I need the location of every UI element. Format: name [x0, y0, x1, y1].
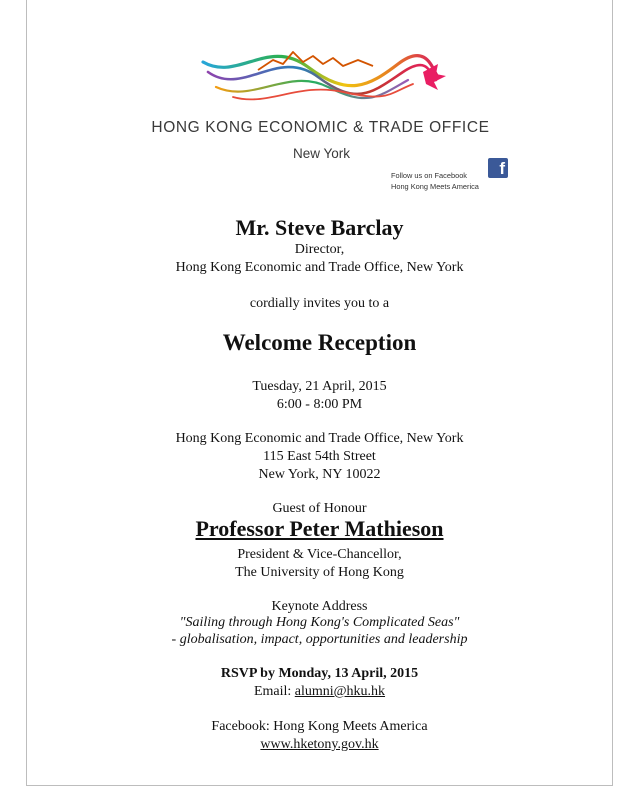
venue-name: Hong Kong Economic and Trade Office, New York [175, 431, 464, 446]
host-org: Hong Kong Economic and Trade Office, New York [175, 260, 464, 275]
venue-address-line1: 115 East 54th Street [263, 449, 376, 464]
office-city: New York [292, 146, 351, 161]
rsvp-email-link[interactable]: alumni@hku.hk [294, 684, 386, 699]
skyline-line [258, 52, 373, 70]
rsvp-email-label: Email: [253, 684, 295, 699]
rsvp-deadline: RSVP by Monday, 13 April, 2015 [220, 666, 419, 681]
keynote-subtitle: - globalisation, impact, opportunities and leadership [171, 632, 468, 647]
facebook-follow-block [391, 170, 479, 192]
facebook-icon[interactable]: f [488, 158, 508, 178]
ribbon-stroke-3 [216, 80, 408, 98]
dragon-logo [198, 42, 448, 114]
venue-address-line2: New York, NY 10022 [258, 467, 381, 482]
host-name: Mr. Steve Barclay [235, 215, 404, 240]
invite-line: cordially invites you to a [249, 296, 390, 311]
event-time: 6:00 - 8:00 PM [276, 397, 363, 412]
office-name: HONG KONG ECONOMIC & TRADE OFFICE [151, 119, 490, 136]
event-date: Tuesday, 21 April, 2015 [252, 379, 387, 394]
rsvp-email-line [0, 683, 639, 701]
event-title: Welcome Reception [222, 330, 417, 355]
host-title: Director, [294, 242, 345, 257]
keynote-title: "Sailing through Hong Kong's Complicated Seas" [179, 615, 460, 630]
facebook-page-name: Hong Kong Meets America [391, 182, 479, 191]
keynote-label: Keynote Address [271, 599, 368, 614]
guest-org: The University of Hong Kong [235, 565, 404, 580]
footer-facebook: Facebook: Hong Kong Meets America [211, 719, 428, 734]
guest-role: President & Vice-Chancellor, [237, 547, 402, 562]
guest-label: Guest of Honour [272, 501, 367, 516]
website-link[interactable]: www.hketony.gov.hk [260, 737, 379, 752]
guest-name: Professor Peter Mathieson [195, 516, 444, 541]
facebook-follow-text: Follow us on Facebook [391, 171, 467, 180]
